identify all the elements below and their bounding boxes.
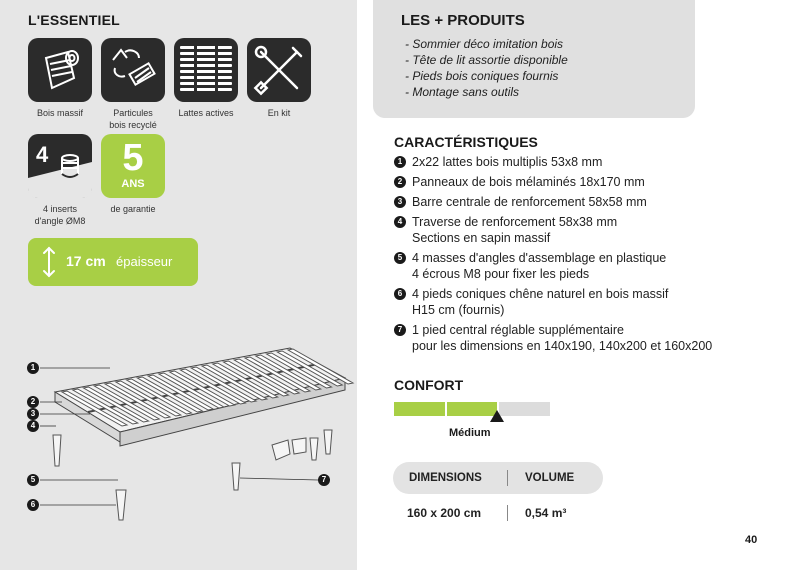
carac-text-line2: Sections en sapin massif xyxy=(412,231,551,245)
carac-text: Barre centrale de renforcement 58x58 mm xyxy=(412,195,647,209)
confort-segment xyxy=(394,402,445,416)
caption-en-kit: En kit xyxy=(267,108,291,118)
produits-item: - Montage sans outils xyxy=(405,85,520,99)
carac-text-line2: H15 cm (fournis) xyxy=(412,303,505,317)
values-divider xyxy=(507,505,508,521)
caption-garantie: de garantie xyxy=(110,204,156,214)
diagram-marker-2: 2 xyxy=(27,396,39,408)
page-number: 40 xyxy=(745,534,758,546)
guarantee-unit: ANS xyxy=(121,178,145,190)
recycle-particles-icon xyxy=(101,38,165,102)
caption-inserts-l2: d'angle ØM8 xyxy=(34,216,86,226)
dimensions-value: 160 x 200 cm xyxy=(407,506,482,520)
caption-inserts xyxy=(22,203,98,227)
dimensions-divider xyxy=(507,470,508,486)
volume-label: VOLUME xyxy=(525,472,575,484)
caracteristiques-title: CARACTÉRISTIQUES xyxy=(394,134,538,150)
carac-text: 4 masses d'angles d'assemblage en plastique xyxy=(412,251,667,265)
carac-item-3 xyxy=(394,194,774,210)
tools-icon xyxy=(247,38,311,102)
confort-segment xyxy=(499,402,550,416)
produits-item: - Sommier déco imitation bois xyxy=(405,37,564,51)
essentiel-title: L'ESSENTIEL xyxy=(28,12,120,28)
carac-number: 3 xyxy=(394,196,406,208)
produits-box xyxy=(373,0,695,118)
produits-title: LES + PRODUITS xyxy=(401,12,525,29)
inserts-icon xyxy=(28,134,92,198)
guarantee-badge xyxy=(101,134,165,198)
left-panel xyxy=(0,0,357,570)
carac-item-1 xyxy=(394,154,774,170)
carac-text: Traverse de renforcement 58x38 mm xyxy=(412,215,618,229)
produits-list xyxy=(405,36,568,100)
dimensions-header xyxy=(393,462,603,494)
caption-lattes: Lattes actives xyxy=(178,108,234,118)
thickness-badge xyxy=(28,238,198,286)
diagram-marker-4: 4 xyxy=(27,420,39,432)
caption-particules-l1: Particules xyxy=(113,108,153,118)
thickness-label: épaisseur xyxy=(116,254,173,269)
carac-text-line2: 4 écrous M8 pour fixer les pieds xyxy=(412,267,590,281)
carac-text: 2x22 lattes bois multiplis 53x8 mm xyxy=(412,155,603,169)
confort-scale xyxy=(394,402,550,416)
wood-log-icon xyxy=(28,38,92,102)
carac-item-4 xyxy=(394,214,774,246)
produits-item: - Pieds bois coniques fournis xyxy=(405,69,559,83)
caption-particules xyxy=(95,107,171,131)
carac-text: Panneaux de bois mélaminés 18x170 mm xyxy=(412,175,645,189)
carac-number: 2 xyxy=(394,176,406,188)
carac-text: 4 pieds coniques chêne naturel en bois massif xyxy=(412,287,669,301)
diagram-marker-5: 5 xyxy=(27,474,39,486)
carac-item-7 xyxy=(394,322,774,354)
vertical-arrow-icon xyxy=(42,246,56,278)
diagram-marker-6: 6 xyxy=(27,499,39,511)
slats-icon xyxy=(174,38,238,102)
caption-particules-l2: bois recyclé xyxy=(109,120,157,130)
carac-item-5 xyxy=(394,250,774,282)
caracteristiques-list xyxy=(394,154,774,358)
carac-number: 7 xyxy=(394,324,406,336)
guarantee-years: 5 xyxy=(122,137,144,179)
caption-inserts-l1: 4 inserts xyxy=(42,204,77,214)
carac-item-6 xyxy=(394,286,774,318)
carac-number: 5 xyxy=(394,252,406,264)
caption-bois-massif: Bois massif xyxy=(36,108,83,118)
produits-item: - Tête de lit assortie disponible xyxy=(405,53,568,67)
carac-number: 6 xyxy=(394,288,406,300)
carac-text: 1 pied central réglable supplémentaire xyxy=(412,323,624,337)
carac-item-2 xyxy=(394,174,774,190)
carac-text-line2: pour les dimensions en 140x190, 140x200 et 160x200 xyxy=(412,339,713,353)
carac-number: 4 xyxy=(394,216,406,228)
confort-level: Médium xyxy=(449,427,491,439)
carac-number: 1 xyxy=(394,156,406,168)
confort-title: CONFORT xyxy=(394,377,464,393)
thickness-value: 17 cm xyxy=(66,253,106,269)
volume-value: 0,54 m³ xyxy=(525,506,567,520)
diagram-marker-1: 1 xyxy=(27,362,39,374)
confort-indicator-icon xyxy=(490,410,504,422)
diagram-marker-7: 7 xyxy=(318,474,330,486)
diagram-marker-3: 3 xyxy=(27,408,39,420)
inserts-number: 4 xyxy=(36,142,49,167)
bed-base-diagram xyxy=(0,330,357,530)
dimensions-label: DIMENSIONS xyxy=(409,472,482,484)
